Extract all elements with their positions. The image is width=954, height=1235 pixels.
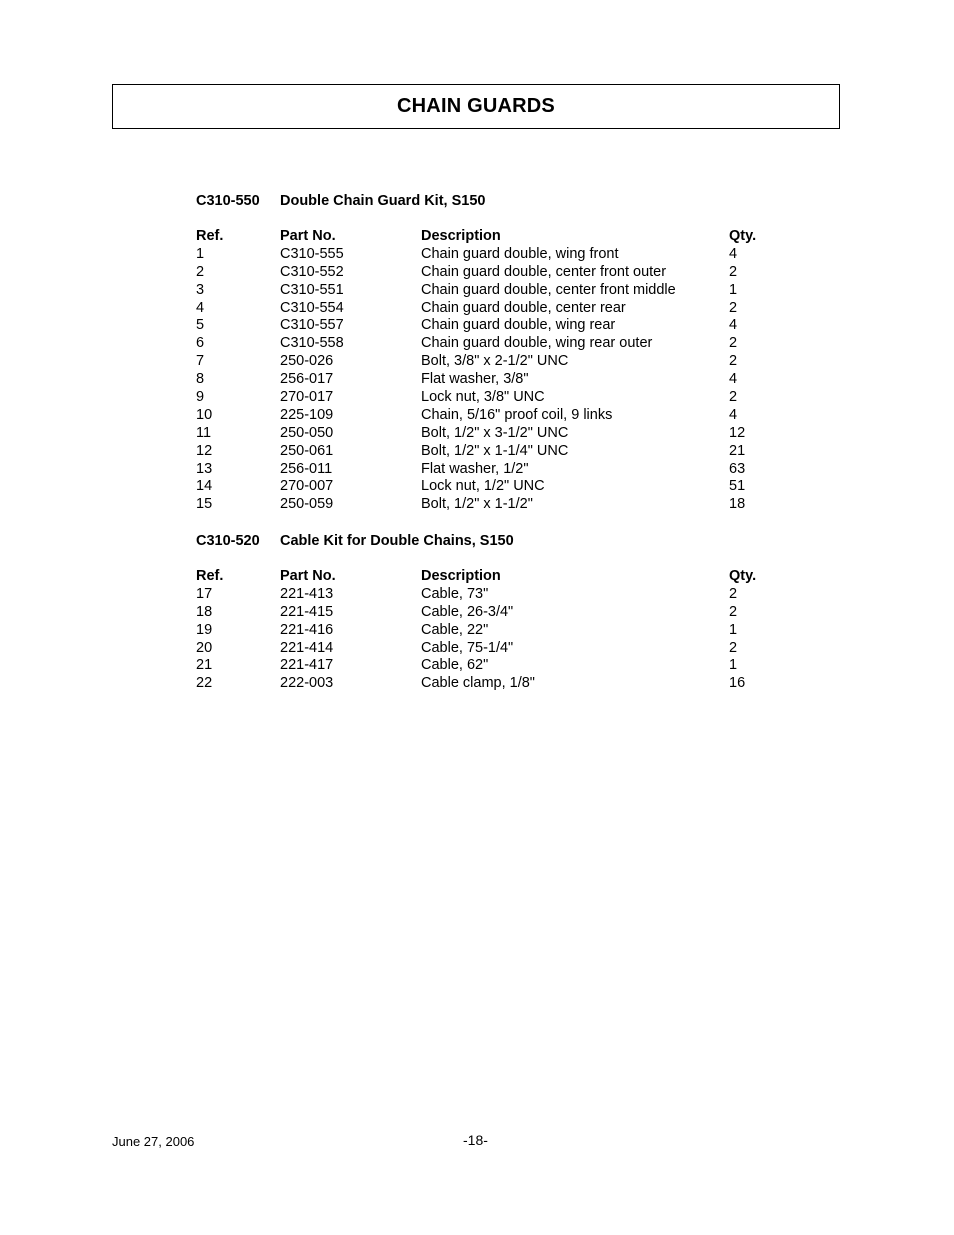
table-row: [196, 389, 816, 407]
cell-ref: 19: [196, 621, 213, 638]
column-header-ref: Ref.: [196, 228, 224, 244]
cell-desc: Chain guard double, wing front: [421, 245, 619, 262]
cell-qty: 1: [729, 281, 738, 298]
table-header-row: [196, 228, 816, 246]
cell-qty: 2: [729, 353, 738, 370]
kit-id: C310-550: [196, 193, 260, 209]
cell-qty: 18: [729, 496, 746, 513]
table-row: [196, 353, 816, 371]
cell-ref: 9: [196, 389, 205, 406]
table-row: [196, 371, 816, 389]
table-row: [196, 604, 816, 622]
cell-qty: 2: [729, 585, 738, 602]
cell-part: 270-017: [280, 389, 334, 406]
table-row: [196, 657, 816, 675]
page-title: CHAIN GUARDS: [397, 95, 555, 117]
cell-part: C310-555: [280, 245, 344, 262]
table-row: [196, 282, 816, 300]
cell-qty: 12: [729, 424, 746, 441]
column-header-ref: Ref.: [196, 568, 224, 584]
cell-ref: 5: [196, 317, 205, 334]
kit-id: C310-520: [196, 533, 260, 549]
cell-qty: 2: [729, 389, 738, 406]
kit-heading: [196, 532, 816, 550]
cell-part: 250-061: [280, 442, 334, 459]
table-row: [196, 317, 816, 335]
table-row: [196, 246, 816, 264]
cell-qty: 4: [729, 371, 738, 388]
cell-part: 250-026: [280, 353, 334, 370]
cell-part: 222-003: [280, 675, 334, 692]
cell-desc: Chain guard double, center front middle: [421, 281, 676, 298]
cell-qty: 2: [729, 603, 738, 620]
table-row: [196, 300, 816, 318]
cell-desc: Cable, 26-3/4": [421, 603, 514, 620]
column-header-part: Part No.: [280, 228, 336, 244]
cell-desc: Lock nut, 3/8" UNC: [421, 389, 545, 406]
column-header-qty: Qty.: [729, 568, 757, 584]
cell-ref: 10: [196, 406, 213, 423]
table-row: [196, 425, 816, 443]
table-row: [196, 407, 816, 425]
cell-part: 250-059: [280, 496, 334, 513]
cell-part: 256-011: [280, 460, 333, 477]
cell-desc: Chain guard double, wing rear: [421, 317, 616, 334]
cell-ref: 11: [196, 424, 212, 441]
table-row: [196, 335, 816, 353]
cell-desc: Cable, 75-1/4": [421, 639, 514, 656]
cell-qty: 1: [729, 621, 738, 638]
kit-name: Double Chain Guard Kit, S150: [280, 193, 486, 209]
cell-desc: Chain guard double, center front outer: [421, 263, 667, 280]
cell-desc: Bolt, 1/2" x 1-1/2": [421, 496, 533, 513]
table-header-row: [196, 568, 816, 586]
cell-part: 256-017: [280, 371, 334, 388]
cell-part: C310-552: [280, 263, 344, 280]
table-row: [196, 640, 816, 658]
cell-ref: 17: [196, 585, 213, 602]
kit-section-double-chain-guard: [196, 192, 816, 514]
cell-desc: Cable clamp, 1/8": [421, 675, 535, 692]
cell-ref: 22: [196, 675, 213, 692]
page-title-box: [112, 84, 840, 129]
column-header-qty: Qty.: [729, 228, 757, 244]
table-row: [196, 443, 816, 461]
kit-name: Cable Kit for Double Chains, S150: [280, 533, 514, 549]
cell-ref: 13: [196, 460, 213, 477]
footer-date: June 27, 2006: [112, 1134, 195, 1149]
cell-desc: Bolt, 1/2" x 3-1/2" UNC: [421, 424, 569, 441]
cell-ref: 15: [196, 496, 213, 513]
cell-part: 221-416: [280, 621, 334, 638]
cell-ref: 1: [196, 245, 205, 262]
cell-qty: 4: [729, 406, 738, 423]
kit-heading: [196, 192, 816, 210]
cell-qty: 1: [729, 657, 738, 674]
cell-ref: 8: [196, 371, 205, 388]
cell-qty: 21: [729, 442, 746, 459]
cell-desc: Flat washer, 1/2": [421, 460, 529, 477]
cell-qty: 2: [729, 299, 738, 316]
cell-ref: 4: [196, 299, 205, 316]
cell-part: 221-413: [280, 585, 334, 602]
cell-desc: Flat washer, 3/8": [421, 371, 529, 388]
cell-part: C310-558: [280, 335, 344, 352]
cell-qty: 4: [729, 245, 738, 262]
cell-qty: 16: [729, 675, 746, 692]
cell-ref: 6: [196, 335, 205, 352]
cell-desc: Bolt, 1/2" x 1-1/4" UNC: [421, 442, 569, 459]
table-row: [196, 586, 816, 604]
table-row: [196, 478, 816, 496]
cell-part: 221-415: [280, 603, 334, 620]
cell-part: 250-050: [280, 424, 334, 441]
cell-ref: 2: [196, 263, 205, 280]
cell-ref: 21: [196, 657, 213, 674]
table-row: [196, 264, 816, 282]
cell-part: C310-551: [280, 281, 344, 298]
cell-desc: Chain guard double, wing rear outer: [421, 335, 653, 352]
kit-section-cable-kit: [196, 532, 816, 693]
cell-ref: 14: [196, 478, 213, 495]
table-row: [196, 461, 816, 479]
cell-desc: Chain, 5/16" proof coil, 9 links: [421, 406, 613, 423]
cell-ref: 3: [196, 281, 205, 298]
column-header-part: Part No.: [280, 568, 336, 584]
cell-qty: 4: [729, 317, 738, 334]
cell-desc: Cable, 73": [421, 585, 489, 602]
column-header-desc: Description: [421, 568, 501, 584]
cell-part: C310-554: [280, 299, 344, 316]
cell-ref: 18: [196, 603, 213, 620]
cell-qty: 2: [729, 335, 738, 352]
cell-qty: 2: [729, 263, 738, 280]
table-row: [196, 496, 816, 514]
cell-qty: 63: [729, 460, 746, 477]
cell-qty: 2: [729, 639, 738, 656]
table-row: [196, 622, 816, 640]
cell-desc: Lock nut, 1/2" UNC: [421, 478, 545, 495]
cell-part: 221-417: [280, 657, 334, 674]
cell-ref: 7: [196, 353, 205, 370]
cell-qty: 51: [729, 478, 746, 495]
cell-part: 221-414: [280, 639, 334, 656]
cell-desc: Chain guard double, center rear: [421, 299, 626, 316]
cell-ref: 12: [196, 442, 213, 459]
cell-part: C310-557: [280, 317, 344, 334]
table-row: [196, 675, 816, 693]
cell-ref: 20: [196, 639, 213, 656]
cell-desc: Bolt, 3/8" x 2-1/2" UNC: [421, 353, 569, 370]
cell-desc: Cable, 22": [421, 621, 489, 638]
column-header-desc: Description: [421, 228, 501, 244]
cell-desc: Cable, 62": [421, 657, 489, 674]
cell-part: 225-109: [280, 406, 334, 423]
cell-part: 270-007: [280, 478, 334, 495]
page-number: -18-: [463, 1132, 488, 1148]
